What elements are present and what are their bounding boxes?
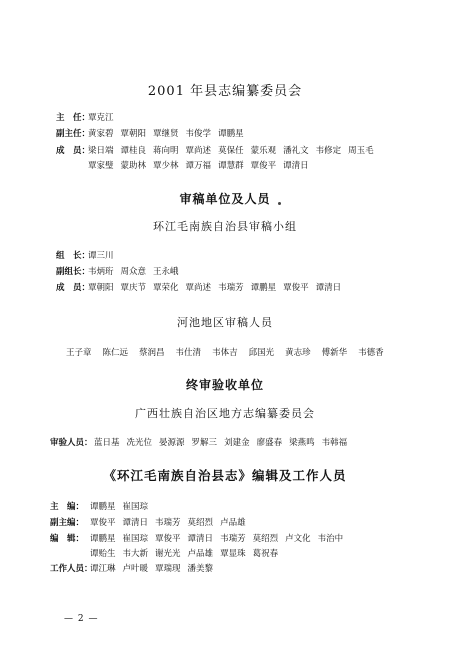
vice-leader-label: 副组长： — [56, 267, 91, 277]
person-name: 覃俊平 — [283, 283, 309, 293]
person-name: 莫绍烈 — [187, 518, 214, 528]
person-name: 谭慧群 — [218, 161, 244, 171]
person-name: 冼光位 — [126, 438, 153, 448]
chief-editor-label: 主 编： — [50, 502, 85, 512]
staff-row — [50, 563, 220, 575]
final-acceptance-unit: 广西壮族自治区地方志编纂委员会 — [135, 407, 315, 420]
person-name: 潘美黎 — [187, 564, 214, 574]
review-members-row — [56, 282, 348, 294]
person-name: 卢叶暖 — [122, 564, 149, 574]
person-name: 覃瑞现 — [155, 564, 181, 574]
page-number: — 2 — — [64, 614, 99, 624]
person-name: 覃俊平 — [155, 534, 181, 544]
person-name: 邱国光 — [248, 348, 275, 358]
prefecture-review-title: 河池地区审稿人员 — [177, 316, 273, 329]
person-name: 覃俊平 — [250, 161, 277, 171]
person-name: 覃少林 — [153, 161, 179, 171]
review-group-title: 环江毛南族自治县审稿小组 — [153, 220, 297, 233]
person-name: 韦大新 — [122, 549, 149, 559]
person-name: 覃显珠 — [220, 549, 246, 559]
person-name: 覃家璧 — [88, 161, 114, 171]
leader-label: 组 长： — [56, 251, 91, 261]
person-name: 谭鹏星 — [218, 129, 244, 139]
person-name: 韦炳珩 — [88, 267, 114, 277]
vice-chief-editor-label: 副主编： — [50, 518, 85, 528]
person-name: 黄家碧 — [88, 129, 114, 139]
person-name: 韦瑞芳 — [220, 534, 246, 544]
person-name: 蔡润昌 — [139, 348, 165, 358]
chair-label: 主 任： — [56, 113, 91, 123]
members-label: 成 员： — [56, 146, 91, 156]
person-name: 莫绍烈 — [252, 534, 279, 544]
review-vice-leader-row — [56, 266, 186, 278]
person-name: 谭万福 — [185, 161, 212, 171]
committee-vice-chair-row — [56, 128, 251, 140]
person-name: 谭江琳 — [90, 564, 116, 574]
person-name: 谭贻生 — [90, 549, 116, 559]
person-name: 崔国琮 — [122, 502, 149, 512]
person-name: 傅新华 — [321, 348, 348, 358]
person-name: 蒋向明 — [153, 146, 179, 156]
person-name: 梁日端 — [88, 146, 114, 156]
person-name: 陈仁远 — [102, 348, 129, 358]
person-name: 谭鹏星 — [250, 283, 277, 293]
person-name: 谭桂良 — [120, 146, 147, 156]
person-name: 周玉毛 — [348, 146, 374, 156]
person-name: 覃克江 — [88, 113, 114, 123]
staff-label: 工作人员： — [50, 564, 93, 574]
person-name: 覃尚述 — [185, 146, 212, 156]
person-name: 谭清日 — [315, 283, 342, 293]
person-name: 韦治中 — [317, 534, 344, 544]
person-name: 覃继贤 — [153, 129, 179, 139]
person-name: 蓝日基 — [94, 438, 120, 448]
person-name: 罗解三 — [191, 438, 218, 448]
person-name: 谭鹏星 — [90, 534, 116, 544]
person-name: 王子章 — [66, 348, 92, 358]
person-name: 蒙助林 — [120, 161, 147, 171]
person-name: 周众意 — [120, 267, 147, 277]
person-name: 谭三川 — [88, 251, 114, 261]
person-name: 韦韩福 — [321, 438, 348, 448]
person-name: 刘建金 — [224, 438, 250, 448]
review-leader-row — [56, 250, 121, 262]
person-name: 莫保任 — [218, 146, 244, 156]
person-name: 廖盛春 — [256, 438, 283, 448]
person-name: 卢品雄 — [220, 518, 246, 528]
person-name: 韦体吉 — [212, 348, 238, 358]
person-name: 韦德香 — [358, 348, 384, 358]
person-name: 覃俊平 — [90, 518, 116, 528]
prefecture-review-names — [66, 346, 395, 358]
person-name: 谭清日 — [283, 161, 309, 171]
vice-chief-editor-row — [50, 517, 253, 529]
editors-row — [50, 533, 350, 545]
person-name: 谭鹏星 — [90, 502, 116, 512]
person-name: 覃朝阳 — [88, 283, 114, 293]
editors-label: 编 辑： — [50, 534, 85, 544]
person-name: 潘礼文 — [283, 146, 309, 156]
chief-editor-row — [50, 501, 155, 513]
committee-members-row — [56, 145, 381, 157]
person-name: 梁燕鸣 — [289, 438, 315, 448]
members-label: 成 员： — [56, 283, 91, 293]
person-name: 王永峨 — [153, 267, 179, 277]
acceptors-label: 审验人员： — [50, 438, 93, 448]
person-name: 覃尚述 — [185, 283, 212, 293]
person-name: 卢文化 — [285, 534, 311, 544]
person-name: 崔国琮 — [122, 534, 149, 544]
person-name: 韦瑞芳 — [218, 283, 244, 293]
person-name: 韦俊学 — [185, 129, 212, 139]
person-name: 谭清日 — [122, 518, 149, 528]
editors-row-2 — [90, 548, 285, 560]
person-name: 黄志珍 — [285, 348, 311, 358]
person-name: 韦瑞芳 — [155, 518, 181, 528]
person-name: 覃庆节 — [120, 283, 147, 293]
committee-members-row-2 — [88, 160, 316, 172]
editorial-heading: 《环江毛南族自治县志》编辑及工作人员 — [103, 468, 347, 483]
person-name: 韦修定 — [315, 146, 342, 156]
acceptors-row — [50, 437, 354, 449]
speck-mark — [278, 202, 281, 205]
person-name: 覃朝阳 — [120, 129, 147, 139]
final-acceptance-heading: 终审验收单位 — [185, 378, 264, 392]
person-name: 晏源源 — [159, 438, 185, 448]
person-name: 覃荣化 — [153, 283, 179, 293]
committee-chair-row — [56, 112, 121, 124]
person-name: 韦仕清 — [175, 348, 202, 358]
person-name: 蒙乐观 — [250, 146, 277, 156]
review-heading: 审稿单位及人员 — [179, 192, 271, 206]
person-name: 谢光光 — [155, 549, 181, 559]
vice-chair-label: 副主任： — [56, 129, 91, 139]
person-name: 谭清日 — [187, 534, 214, 544]
committee-title: 2001 年县志编纂委员会 — [147, 84, 303, 99]
person-name: 卢品雄 — [187, 549, 214, 559]
person-name: 葛祝春 — [252, 549, 279, 559]
